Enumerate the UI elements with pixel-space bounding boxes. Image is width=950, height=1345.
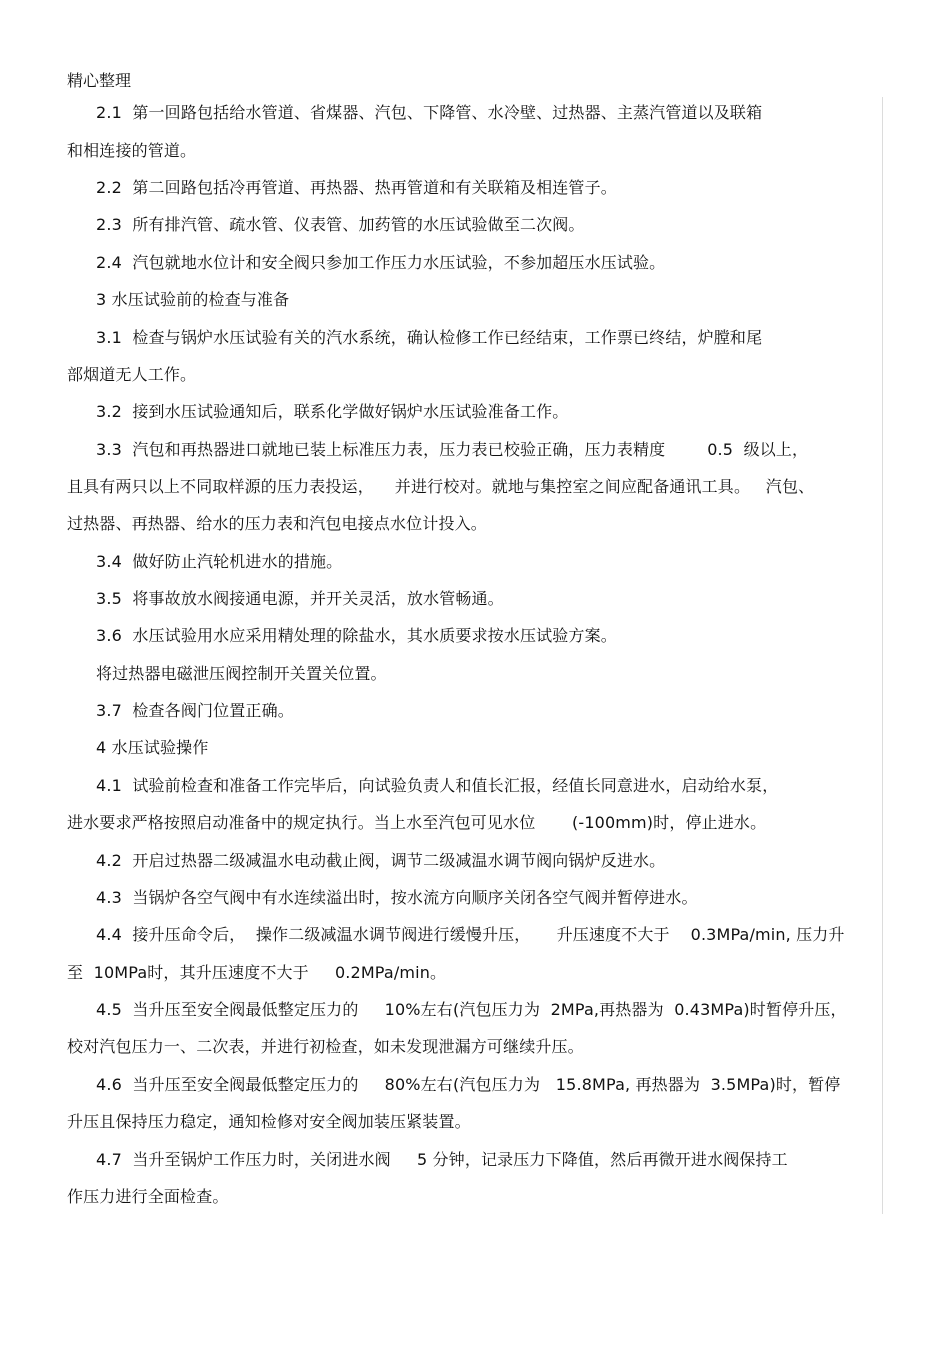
item-3-6: 3.6 水压试验用水应采用精处理的除盐水，其水质要求按水压试验方案。 <box>96 626 617 645</box>
page-header: 精心整理 <box>67 71 132 90</box>
item-3-3-cont-2: 过热器、再热器、给水的压力表和汽包电接点水位计投入。 <box>67 514 487 533</box>
item-4-2: 4.2 开启过热器二级减温水电动截止阀，调节二级减温水调节阀向锅炉反进水。 <box>96 851 666 870</box>
item-4-5-cont: 校对汽包压力一、二次表，并进行初检查，如未发现泄漏方可继续升压。 <box>67 1037 584 1056</box>
section-4-heading: 4 水压试验操作 <box>96 738 209 757</box>
item-3-6-note: 将过热器电磁泄压阀控制开关置关位置。 <box>96 664 387 683</box>
item-4-3: 4.3 当锅炉各空气阀中有水连续溢出时，按水流方向顺序关闭各空气阀并暂停进水。 <box>96 888 698 907</box>
item-3-3-cont-1: 且具有两只以上不同取样源的压力表投运， 并进行校对。就地与集控室之间应配备通讯工具。 汽包、 <box>67 477 815 496</box>
item-2-1: 2.1 第一回路包括给水管道、省煤器、汽包、下降管、水冷壁、过热器、主蒸汽管道以及联箱 <box>96 103 763 122</box>
item-2-1-cont: 和相连接的管道。 <box>67 141 197 160</box>
section-3-heading: 3 水压试验前的检查与准备 <box>96 290 290 309</box>
item-4-7-cont: 作压力进行全面检查。 <box>67 1187 229 1206</box>
item-2-2: 2.2 第二回路包括冷再管道、再热器、热再管道和有关联箱及相连管子。 <box>96 178 617 197</box>
item-3-1: 3.1 检查与锅炉水压试验有关的汽水系统，确认检修工作已经结束，工作票已终结，炉膛和尾 <box>96 328 763 347</box>
item-3-7: 3.7 检查各阀门位置正确。 <box>96 701 294 720</box>
item-4-6-cont: 升压且保持压力稳定，通知检修对安全阀加装压紧装置。 <box>67 1112 471 1131</box>
item-4-1: 4.1 试验前检查和准备工作完毕后，向试验负责人和值长汇报，经值长同意进水，启动给水泵， <box>96 776 779 795</box>
item-2-4: 2.4 汽包就地水位计和安全阀只参加工作压力水压试验，不参加超压水压试验。 <box>96 253 666 272</box>
item-3-2: 3.2 接到水压试验通知后，联系化学做好锅炉水压试验准备工作。 <box>96 402 569 421</box>
item-3-3: 3.3 汽包和再热器进口就地已装上标准压力表，压力表已校验正确，压力表精度 0.5 级以上， <box>96 440 809 459</box>
item-4-1-cont: 进水要求严格按照启动准备中的规定执行。当上水至汽包可见水位 (-100mm)时，停止进水。 <box>67 813 767 832</box>
item-4-5: 4.5 当升压至安全阀最低整定压力的 10%左右(汽包压力为 2MPa,再热器为 0.43MPa)时暂停升压， <box>96 1000 847 1019</box>
item-3-1-cont: 部烟道无人工作。 <box>67 365 197 384</box>
item-3-5: 3.5 将事故放水阀接通电源，并开关灵活，放水管畅通。 <box>96 589 504 608</box>
right-margin-rule <box>882 97 883 1214</box>
item-4-7: 4.7 当升至锅炉工作压力时，关闭进水阀 5 分钟，记录压力下降值，然后再微开进水阀保持工 <box>96 1150 788 1169</box>
item-4-4: 4.4 接升压命令后， 操作二级减温水调节阀进行缓慢升压， 升压速度不大于 0.3MPa/min, 压力升 <box>96 925 845 944</box>
item-4-6: 4.6 当升压至安全阀最低整定压力的 80%左右(汽包压力为 15.8MPa, 再热器为 3.5MPa)时，暂停 <box>96 1075 841 1094</box>
item-3-4: 3.4 做好防止汽轮机进水的措施。 <box>96 552 343 571</box>
item-2-3: 2.3 所有排汽管、疏水管、仪表管、加药管的水压试验做至二次阀。 <box>96 215 585 234</box>
item-4-4-cont: 至 10MPa时，其升压速度不大于 0.2MPa/min。 <box>67 963 447 982</box>
